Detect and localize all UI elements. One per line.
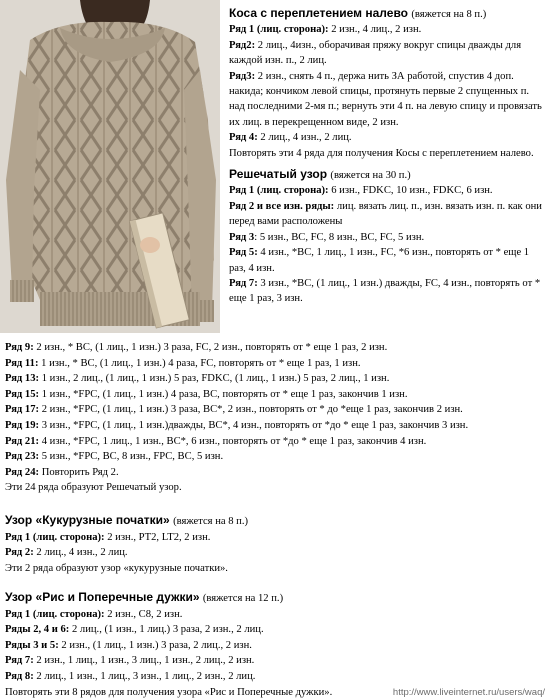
lattice-row: Ряд 21: 4 изн., *FPC, 1 лиц., 1 изн., ВС*, 6 изн., повторять от *до * еще 1 раз, закончив 4 изн. [5,435,427,447]
braid-row: Ряд3: 2 изн., снять 4 п., держа нить ЗА работой, спустив 4 доп. накида; кончиком левой спицы, протянуть первые 2 спущенных п. над последними 2-мя п.; вернуть эти 4 п. на левую спицу и провязать их лиц. в перекрещенном виде, 2 изн. [229,70,542,128]
lattice-row: Ряд 17: 2 изн., *FPC, (1 лиц., 1 изн.) 3 раза, ВС*, 2 изн., повторять от * до *еще 1 раз, закончив 2 изн. [5,404,463,416]
braid-footer: Повторять эти 4 ряда для получения Косы с переплетением налево. [229,147,534,159]
rice-title: Узор «Рис и Поперечные дужки» [5,590,200,604]
lattice-row: Ряд 9: 2 изн., * ВС, (1 лиц., 1 изн.) 3 раза, FC, 2 изн., повторять от * еще 1 раз, 2 изн. [5,342,388,353]
corn-footer: Эти 2 ряда образуют узор «кукурузные початки». [5,562,228,574]
corn-note: (вяжется на 8 п.) [173,516,249,527]
rice-row: Ряд 8: 2 лиц., 1 изн., 1 лиц., 3 изн., 1 лиц., 2 изн., 2 лиц. [5,670,256,682]
rice-footer: Повторять эти 8 рядов для получения узора «Рис и Поперечные дужки». [5,686,333,698]
rice-note: (вяжется на 12 п.) [202,593,284,604]
braid-heading [229,6,547,22]
lattice-row: Ряд 1 (лиц. сторона): 6 изн., FDKC, 10 изн., FDKC, 6 изн. [229,185,493,197]
rice-row: Ряд 1 (лиц. сторона): 2 изн., С8, 2 изн. [5,608,183,620]
lattice-rows-full [5,340,545,496]
braid-row: Ряд2: 2 лиц., 4изн., оборачивая пряжу вокруг спицы дважды для каждой изн. п., 2 лиц. [229,39,522,67]
lattice-row: Ряд 24: Повторить Ряд 2. [5,466,119,478]
rice-row: Ряды 3 и 5: 2 изн., (1 лиц., 1 изн.) 3 раза, 2 лиц., 2 изн. [5,639,252,651]
corn-heading [5,513,545,530]
corn-row: Ряд 2: 2 лиц., 4 изн., 2 лиц. [5,547,128,559]
lattice-footer: Эти 24 ряда образуют Решечатый узор. [5,482,182,494]
lattice-row: Ряд 23: 5 изн., *FPC, ВС, 8 изн., FPC, ВС, 5 изн. [5,451,224,463]
braid-title: Коса с переплетением налево [229,6,408,20]
corn-row: Ряд 1 (лиц. сторона): 2 изн., РТ2, LT2, 2 изн. [5,531,211,543]
lattice-row: Ряд 2 и все изн. ряды: лиц. вязать лиц. п., изн. вязать изн. п. как они перед вами расположены [229,200,542,228]
sweater-photo-icon [0,0,220,333]
lattice-row: Ряд 13: 1 изн., 2 лиц., (1 лиц., 1 изн.) 5 раз, FDKC, (1 лиц., 1 изн.) 5 раз, 2 лиц., 1 изн. [5,373,390,385]
lattice-row: Ряд 19: 3 изн., *FPC, (1 лиц., 1 изн.)дважды, ВС*, 4 изн., повторять от *до * еще 1 раз, закончив 3 изн. [5,419,469,431]
lattice-row: Ряд 3: 5 изн., ВС, FC, 8 изн., ВС, FC, 5 изн. [229,231,425,243]
sweater-photo [0,0,220,333]
rice-row: Ряд 7: 2 изн., 1 лиц., 1 изн., 3 лиц., 1 изн., 2 лиц., 2 изн. [5,655,255,667]
lattice-title: Решечатый узор [229,167,328,182]
right-column [229,6,547,307]
rice-section [5,590,545,700]
lattice-row: Ряд 15: 1 изн., *FPC, (1 лиц., 1 изн.) 4 раза, ВС, повторять от * еще 1 раз, закончив 1 изн. [5,388,408,400]
lattice-note: (вяжется на 30 п.) [330,170,411,182]
corn-section [5,513,545,576]
corn-title: Узор «Кукурузные початки» [5,513,170,527]
lattice-row: Ряд 7: 3 изн., *ВС, (1 лиц., 1 изн.) дважды, FC, 4 изн., повторять от * еще 1 раз, 3 изн. [229,277,541,305]
lattice-heading [229,167,547,183]
rice-row: Ряды 2, 4 и 6: 2 лиц., (1 изн., 1 лиц.) 3 раза, 2 изн., 2 лиц. [5,624,264,636]
rice-heading [5,590,545,607]
watermark-url: http://www.liveinternet.ru/users/waq/ [392,687,545,698]
lattice-row: Ряд 11: 1 изн., * ВС, (1 лиц., 1 изн.) 4 раза, FC, повторять от * еще 1 раз, 1 изн. [5,357,361,369]
braid-note: (вяжется на 8 п.) [411,9,487,20]
braid-row: Ряд 1 (лиц. сторона): 2 изн., 4 лиц., 2 изн. [229,24,422,36]
lattice-row: Ряд 5: 4 изн., *ВС, 1 лиц., 1 изн., FC, *6 изн., повторять от * еще 1 раз, 4 изн. [229,247,530,274]
braid-row: Ряд 4: 2 лиц., 4 изн., 2 лиц. [229,132,352,144]
